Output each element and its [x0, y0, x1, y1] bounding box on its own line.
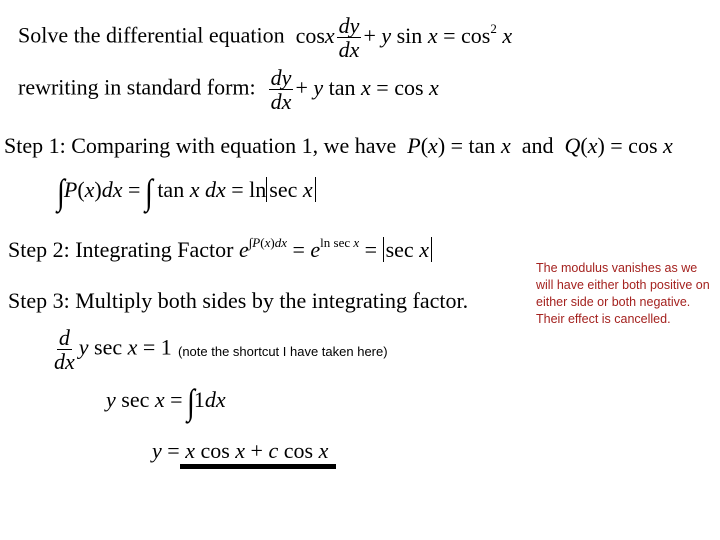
problem-equation: cosx $\frac{dy}{dx}$ + y $\sin x = \cos^2 x$	[290, 13, 513, 63]
problem-line	[18, 14, 512, 61]
problem-text: Solve the differential equation	[18, 22, 285, 48]
integrate-equation: y sec x = ∫1dx	[106, 382, 226, 422]
shortcut-note: (note the shortcut I have taken here)	[178, 344, 388, 359]
step2-line	[8, 236, 432, 261]
step3-line	[8, 290, 468, 312]
step1-and: and	[521, 133, 554, 158]
step2-equation: $e^{\int P(x)dx} = e^{ln sec x} = \sec x$	[239, 237, 432, 262]
integral-p-equation: ∫P(x)dx = ∫ tan x dx = ln sec x	[58, 174, 316, 210]
modulus-side-note: The modulus vanishes as we will have either both positive on either side or both negative. Their effect is cancelled.	[536, 261, 710, 326]
step1-P: P(x) = tan x	[407, 133, 511, 158]
rewrite-text: rewriting in standard form:	[18, 74, 256, 100]
rewrite-equation: $\frac{dy}{dx}$ + y tan x = cos x	[270, 65, 439, 115]
derivative-equation: $\frac{d}{dx}$ y sec x = 1	[54, 325, 172, 375]
step2-text: Step 2: Integrating Factor	[8, 237, 234, 262]
rewrite-line	[18, 66, 439, 113]
underline-bar	[180, 464, 336, 469]
step3-text: Step 3: Multiply both sides by the integrating factor.	[8, 288, 469, 313]
step1-text: Step 1: Comparing with equation 1, we have	[4, 133, 397, 158]
step1-Q: Q(x) = cos x	[564, 133, 673, 158]
solution-equation: y = x cos x + c cos x	[152, 438, 329, 463]
step1-line	[4, 135, 673, 157]
